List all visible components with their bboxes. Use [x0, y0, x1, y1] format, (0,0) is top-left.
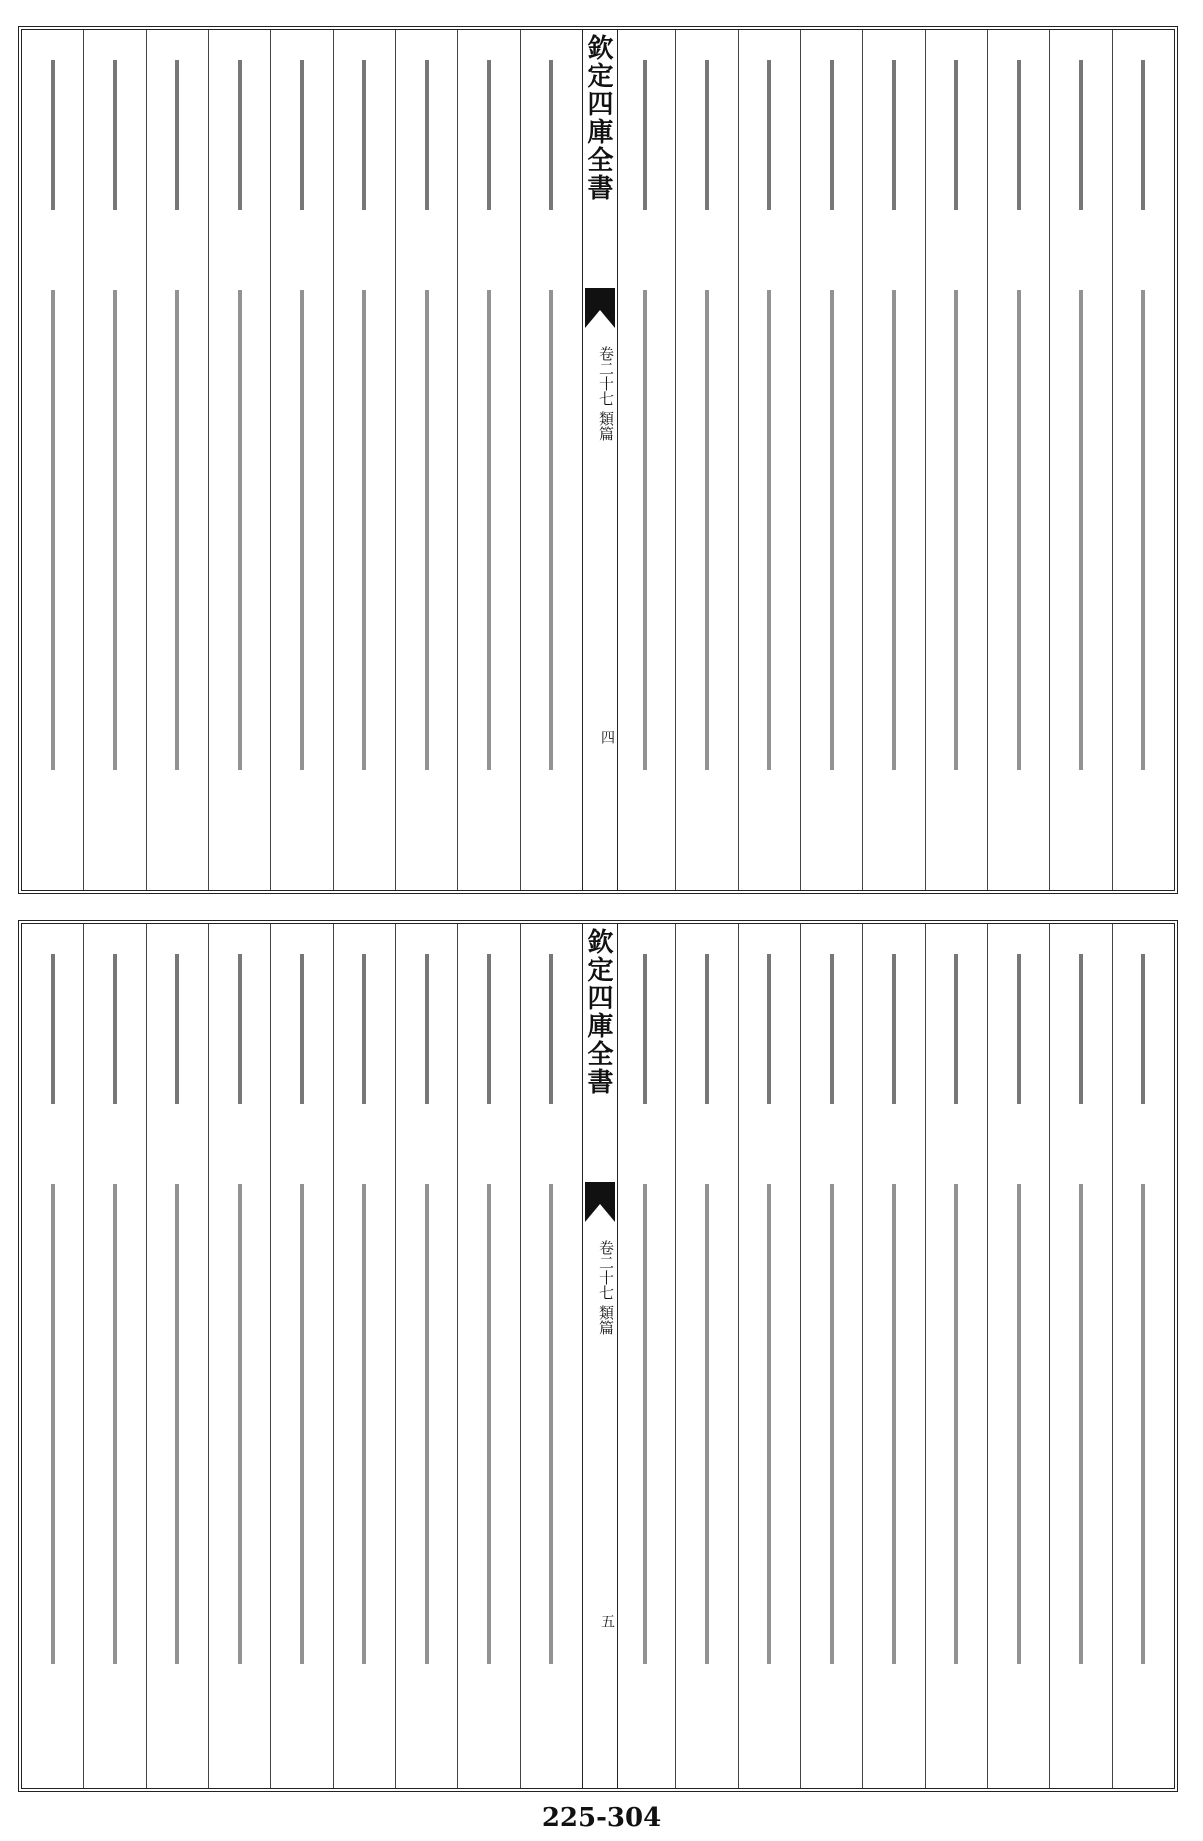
- text-column: [270, 924, 332, 1788]
- text-column: [1049, 924, 1111, 1788]
- text-column: [1049, 30, 1111, 890]
- page-number: 五: [599, 1614, 615, 1628]
- text-column: [395, 30, 457, 890]
- text-column: [987, 924, 1049, 1788]
- bottom-page-block: [18, 920, 1178, 1792]
- bottom-right-text-columns: [614, 924, 1174, 1788]
- text-column: [675, 924, 737, 1788]
- text-column: [146, 30, 208, 890]
- text-column: [925, 924, 987, 1788]
- text-column: [987, 30, 1049, 890]
- text-column: [83, 924, 145, 1788]
- text-column: [862, 924, 924, 1788]
- page-number: 四: [599, 730, 615, 744]
- text-column: [333, 924, 395, 1788]
- text-column: [333, 30, 395, 890]
- text-column: [22, 30, 83, 890]
- text-column: [925, 30, 987, 890]
- text-column: [83, 30, 145, 890]
- bottom-left-text-columns: [22, 924, 582, 1788]
- text-column: [457, 924, 519, 1788]
- text-column: [457, 30, 519, 890]
- text-column: [800, 924, 862, 1788]
- center-gutter: [582, 924, 618, 1788]
- text-column: [614, 924, 675, 1788]
- text-column: [146, 924, 208, 1788]
- fishtail-mark: [585, 1182, 615, 1222]
- text-column: [520, 924, 582, 1788]
- text-column: [614, 30, 675, 890]
- text-column: [520, 30, 582, 890]
- text-column: [208, 30, 270, 890]
- text-column: [738, 30, 800, 890]
- text-column: [1112, 30, 1174, 890]
- text-column: [800, 30, 862, 890]
- book-title: 欽定四庫全書: [583, 928, 613, 1096]
- text-column: [1112, 924, 1174, 1788]
- text-column: [862, 30, 924, 890]
- book-title: 欽定四庫全書: [583, 34, 613, 202]
- text-column: [22, 924, 83, 1788]
- center-gutter: [582, 30, 618, 890]
- section-label: 卷二十七 類篇: [597, 346, 615, 441]
- text-column: [395, 924, 457, 1788]
- text-column: [208, 924, 270, 1788]
- footer-page-ref: 225-304: [541, 1803, 662, 1833]
- text-column: [675, 30, 737, 890]
- text-column: [738, 924, 800, 1788]
- section-label: 卷二十七 類篇: [597, 1240, 615, 1335]
- text-column: [270, 30, 332, 890]
- top-left-text-columns: [22, 30, 582, 890]
- top-right-text-columns: [614, 30, 1174, 890]
- top-page-block: [18, 26, 1178, 894]
- fishtail-mark: [585, 288, 615, 328]
